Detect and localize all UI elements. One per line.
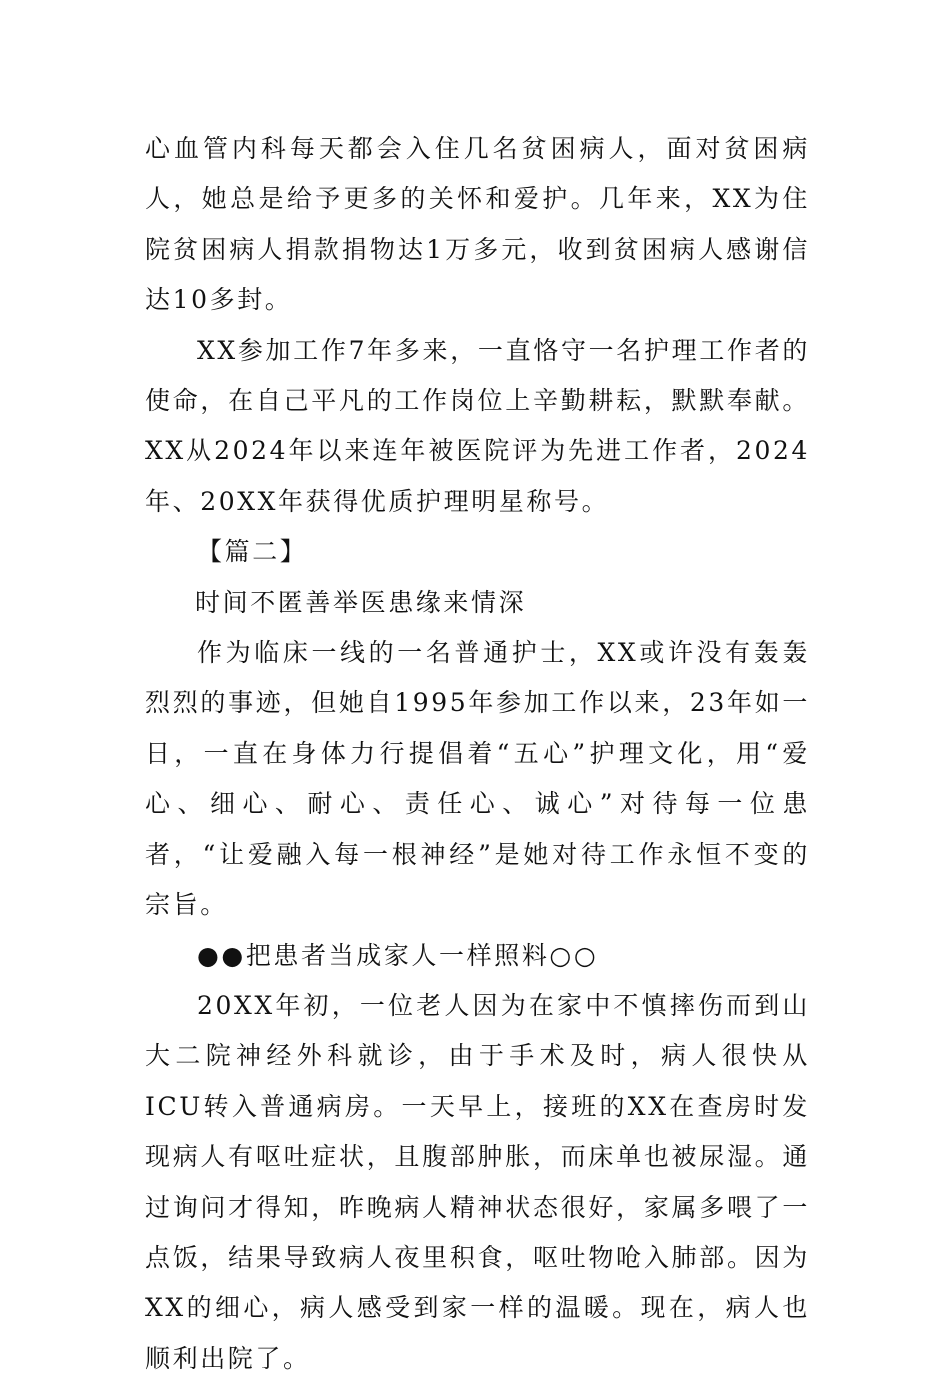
section-heading-part-two: 【篇二】 [197,537,308,567]
subheading-care-like-family: ●●把患者当成家人一样照料○○ [197,940,599,970]
paragraph-career-summary: XX参加工作7年多来，一直恪守一名护理工作者的使命，在自己平凡的工作岗位上辛勤耕耘，默默奉献。XX从2024年以来连年被医院评为先进工作者，2024年、20XX年获得优质护理明星称号。 [145,335,810,516]
document-page [145,124,810,1384]
article-title: 时间不匿善举医患缘来情深 [195,587,527,617]
paragraph-poor-patients: 心血管内科每天都会入住几名贫困病人，面对贫困病人，她总是给予更多的关怀和爱护。几年来，XX为住院贫困病人捐款捐物达1万多元，收到贫困病人感谢信达10多封。 [145,134,810,315]
paragraph-introduction: 作为临床一线的一名普通护士，XX或许没有轰轰烈烈的事迹，但她自1995年参加工作以来，23年如一日，一直在身体力行提倡着“五心”护理文化，用“爱心、细心、耐心、责任心、诚心”对待每一位患者，“让爱融入每一根神经”是她对待工作永恒不变的宗旨。 [145,638,810,920]
paragraph-elderly-patient-story: 20XX年初，一位老人因为在家中不慎摔伤而到山大二院神经外科就诊，由于手术及时，病人很快从ICU转入普通病房。一天早上，接班的XX在查房时发现病人有呕吐症状，且腹部肿胀，而床单也被尿湿。通过询问才得知，昨晚病人精神状态很好，家属多喂了一点饭，结果导致病人夜里积食，呕吐物呛入肺部。因为XX的细心，病人感受到家一样的温暖。现在，病人也顺利出院了。 [145,990,810,1373]
